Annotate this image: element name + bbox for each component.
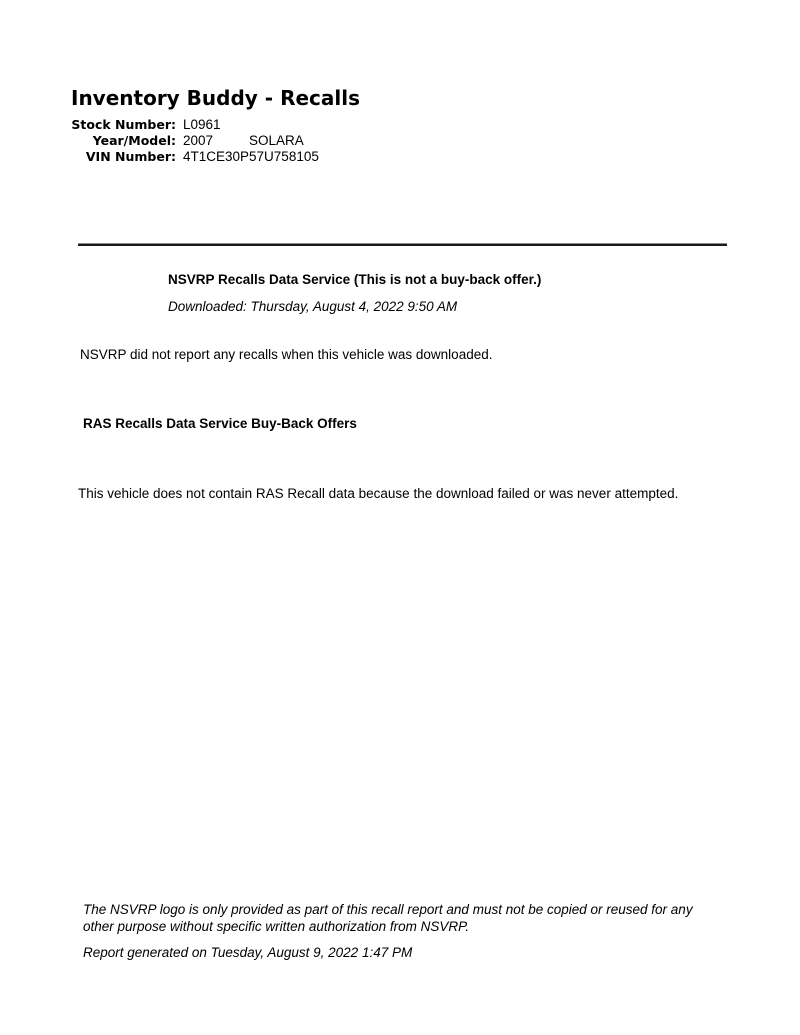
year-value: 2007 — [183, 133, 214, 148]
stock-number-row — [0, 117, 500, 133]
model-value: SOLARA — [249, 133, 304, 148]
nsvrp-status-text: NSVRP did not report any recalls when this vehicle was downloaded. — [80, 347, 493, 362]
year-model-label: Year/Model: — [92, 133, 176, 148]
report-generated-timestamp: Report generated on Tuesday, August 9, 2022 1:47 PM — [83, 945, 413, 960]
vin-number-label: VIN Number: — [85, 149, 176, 164]
ras-section-heading: RAS Recalls Data Service Buy-Back Offers — [83, 416, 357, 431]
vehicle-info-block — [0, 117, 500, 165]
vin-number-value: 4T1CE30P57U758105 — [183, 149, 319, 164]
footer-disclaimer: The NSVRP logo is only provided as part of this recall report and must not be copied or reused for any other purpose without specific written authorization from NSVRP. — [83, 902, 693, 934]
stock-number-label: Stock Number: — [71, 117, 176, 132]
horizontal-rule — [78, 243, 727, 246]
nsvrp-section-heading: NSVRP Recalls Data Service (This is not a buy-back offer.) — [168, 272, 542, 287]
vin-number-row — [0, 149, 500, 165]
ras-status-text: This vehicle does not contain RAS Recall data because the download failed or was never attempted. — [78, 486, 679, 501]
stock-number-value: L0961 — [183, 117, 221, 132]
page-title: Inventory Buddy - Recalls — [71, 86, 360, 110]
year-model-row — [0, 133, 500, 149]
nsvrp-downloaded-timestamp: Downloaded: Thursday, August 4, 2022 9:50 AM — [168, 299, 458, 314]
